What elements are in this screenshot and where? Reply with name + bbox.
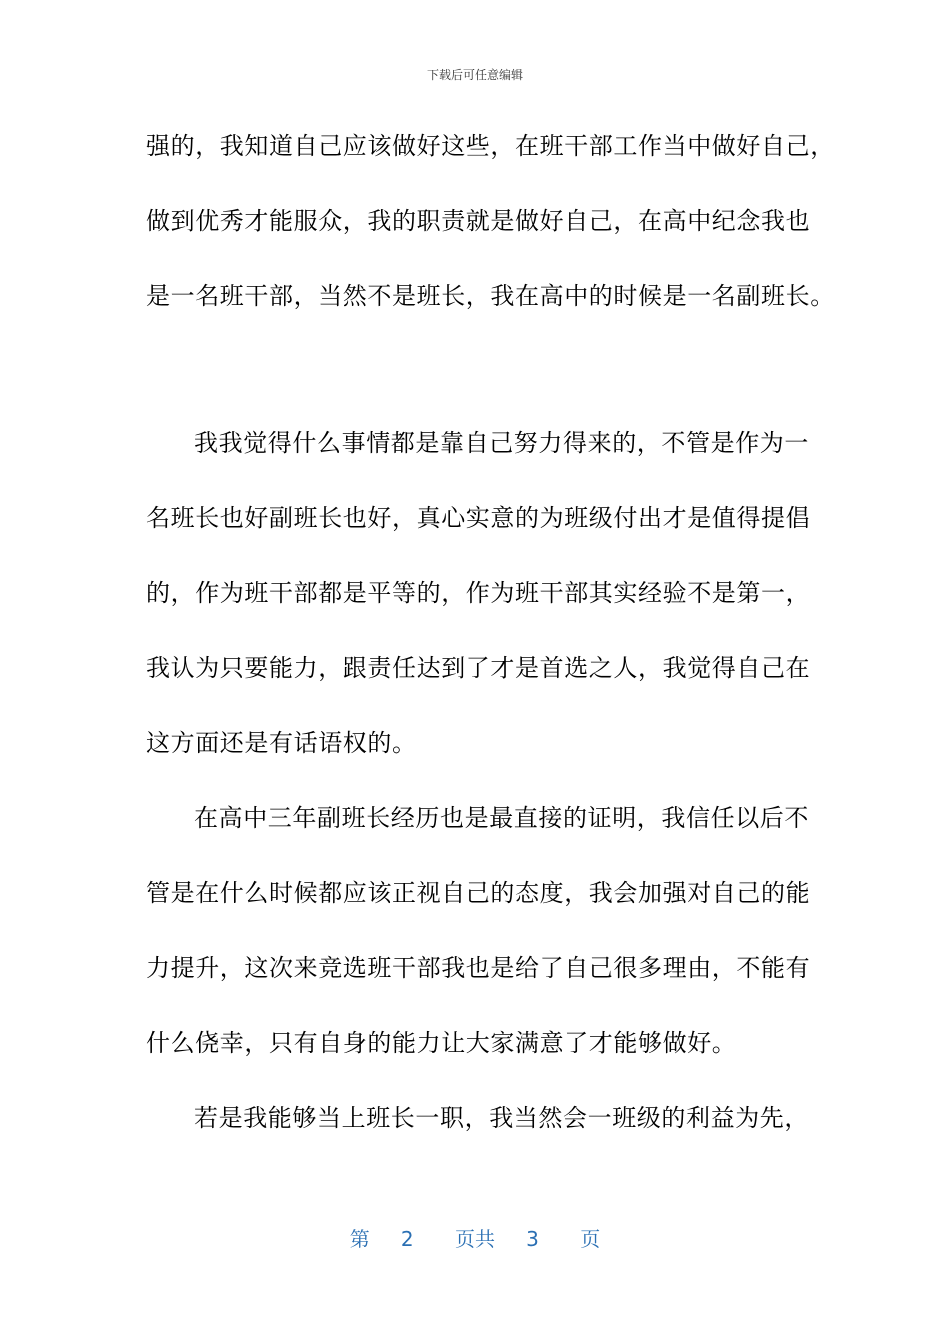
page-footer bbox=[0, 1224, 950, 1254]
text-line: 我认为只要能力，跟责任达到了才是首选之人，我觉得自己在 bbox=[146, 654, 811, 682]
text-line: 我我觉得什么事情都是靠自己努力得来的，不管是作为一 bbox=[194, 429, 809, 457]
current-page-number: 2 bbox=[400, 1227, 414, 1251]
text-line: 名班长也好副班长也好，真心实意的为班级付出才是值得提倡 bbox=[146, 504, 811, 532]
document-body bbox=[146, 118, 835, 1165]
paragraph bbox=[146, 118, 835, 343]
paragraph bbox=[146, 415, 811, 790]
page-label-suffix: 页 bbox=[580, 1227, 601, 1251]
text-line: 若是我能够当上班长一职，我当然会一班级的利益为先， bbox=[194, 1104, 809, 1132]
text-line: 什么侥幸，只有自身的能力让大家满意了才能够做好。 bbox=[146, 1029, 737, 1057]
text-line: 的，作为班干部都是平等的，作为班干部其实经验不是第一， bbox=[146, 579, 811, 607]
text-line: 做到优秀才能服众，我的职责就是做好自己，在高中纪念我也 bbox=[146, 207, 811, 235]
text-line: 在高中三年副班长经历也是最直接的证明，我信任以后不 bbox=[194, 804, 809, 832]
text-line: 这方面还是有话语权的。 bbox=[146, 729, 417, 757]
total-pages-number: 3 bbox=[526, 1227, 539, 1251]
page-label-middle: 页共 bbox=[455, 1227, 495, 1251]
text-line: 管是在什么时候都应该正视自己的态度，我会加强对自己的能 bbox=[146, 879, 811, 907]
page-header: 下载后可任意编辑 bbox=[426, 68, 523, 82]
text-line: 力提升，这次来竞选班干部我也是给了自己很多理由，不能有 bbox=[146, 954, 811, 982]
text-line: 是一名班干部，当然不是班长，我在高中的时候是一名副班长。 bbox=[146, 282, 835, 310]
paragraph-spacer bbox=[146, 343, 811, 415]
paragraph bbox=[146, 790, 811, 1090]
paragraph bbox=[146, 1090, 811, 1165]
page-label-prefix: 第 bbox=[349, 1227, 370, 1251]
text-line: 强的，我知道自己应该做好这些，在班干部工作当中做好自己， bbox=[146, 132, 835, 160]
